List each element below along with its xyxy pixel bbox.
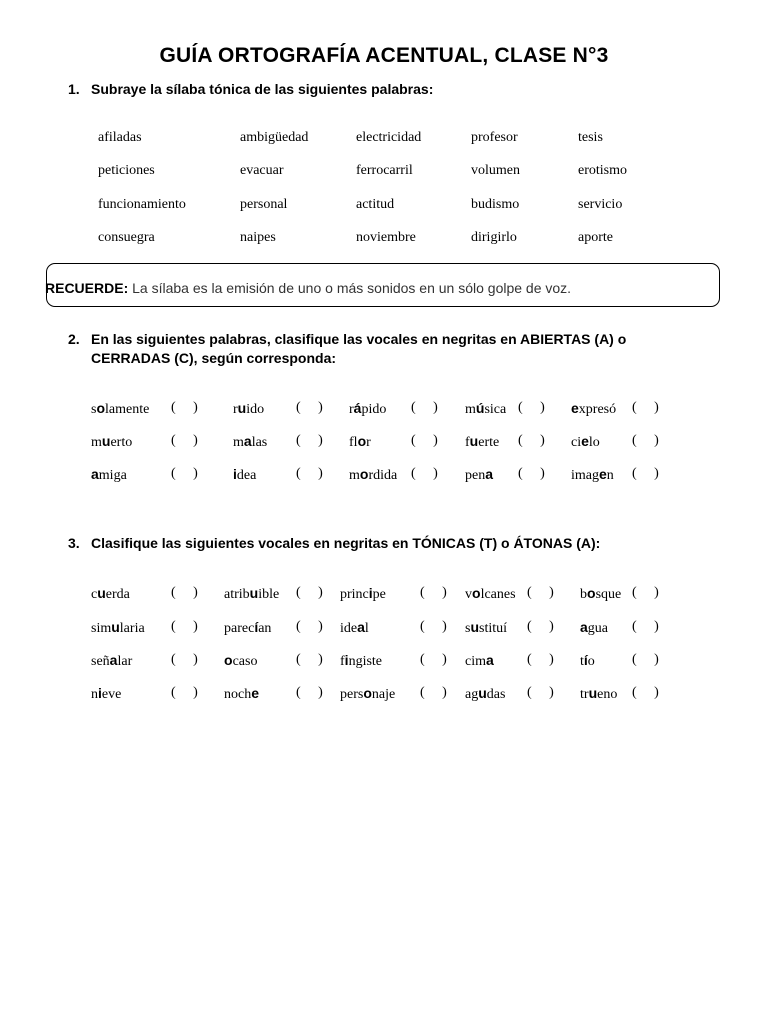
bold-vowel: u (237, 400, 247, 416)
section1-word: profesor (471, 130, 518, 145)
bold-vowel: a (580, 619, 588, 635)
bold-vowel: a (243, 433, 252, 449)
answer-blank: ( ) (296, 619, 323, 634)
word-fragment: ag (465, 687, 479, 702)
section2-word (349, 433, 371, 451)
bold-vowel: u (97, 585, 106, 601)
word-fragment: r (366, 435, 371, 450)
section2-word (349, 466, 397, 484)
recuerde-note (45, 280, 571, 296)
section2-word (571, 400, 616, 418)
word-fragment: t (580, 654, 584, 669)
section1-word: erotismo (578, 163, 627, 178)
section1-word: budismo (471, 197, 520, 212)
answer-blank: ( ) (171, 466, 198, 481)
section3-word (224, 585, 279, 603)
word-fragment: rdida (368, 468, 398, 483)
answer-blank: ( ) (527, 585, 554, 600)
answer-blank: ( ) (296, 466, 323, 481)
section1-word: ferrocarril (356, 163, 413, 178)
bold-vowel: a (485, 466, 494, 482)
bold-vowel: i (344, 652, 349, 668)
section1-word: ambigüedad (240, 130, 309, 145)
word-fragment: an (258, 621, 272, 636)
section3-word (340, 619, 369, 637)
word-fragment: lar (117, 654, 133, 669)
word-fragment: c (91, 587, 98, 602)
answer-blank: ( ) (632, 400, 659, 415)
word-fragment: m (91, 435, 102, 450)
section2-word (571, 466, 614, 484)
section1-word: tesis (578, 130, 603, 145)
section1-word: evacuar (240, 163, 284, 178)
answer-blank: ( ) (420, 619, 447, 634)
section3-word (91, 585, 130, 603)
answer-blank: ( ) (632, 652, 659, 667)
section1-word: noviembre (356, 230, 416, 245)
section3-word (340, 585, 386, 603)
word-fragment: erda (105, 587, 130, 602)
section3-word (224, 685, 259, 703)
word-fragment: lo (588, 435, 600, 450)
section3-word (465, 585, 516, 603)
word-fragment: sque (595, 587, 622, 602)
word-fragment: ci (571, 435, 582, 450)
section3-word (580, 585, 621, 603)
section3-word (580, 685, 617, 703)
word-fragment: stituí (479, 621, 508, 636)
section3-word (340, 685, 395, 703)
section1-word: consuegra (98, 230, 155, 245)
section1-word: peticiones (98, 163, 155, 178)
section1-instruction (68, 80, 728, 100)
section2-word (233, 466, 256, 484)
section1-word: electricidad (356, 130, 422, 145)
answer-blank: ( ) (420, 585, 447, 600)
word-fragment: n (91, 687, 98, 702)
word-fragment: s (465, 621, 471, 636)
bold-vowel: o (359, 466, 369, 482)
word-fragment: imag (571, 468, 599, 483)
word-fragment: erto (110, 435, 133, 450)
section2-word (91, 433, 132, 451)
word-fragment: pen (465, 468, 486, 483)
section1-word: funcionamiento (98, 197, 186, 212)
bold-vowel: o (96, 400, 106, 416)
section3-text: Clasifique las siguientes vocales en negritas en TÓNICAS (T) o ÁTONAS (A): (91, 535, 601, 551)
bold-vowel: i (233, 466, 237, 482)
word-fragment: laria (119, 621, 145, 636)
bold-vowel: a (486, 652, 494, 668)
section1-number: 1. (68, 81, 80, 97)
bold-vowel: ú (475, 400, 485, 416)
word-fragment: ngiste (348, 654, 383, 669)
bold-vowel: o (363, 685, 372, 701)
word-fragment: pers (340, 687, 364, 702)
bold-vowel: e (571, 400, 579, 416)
word-fragment: o (587, 654, 595, 669)
word-fragment: b (580, 587, 587, 602)
bold-vowel: u (249, 585, 259, 601)
section2-word (91, 400, 149, 418)
bold-vowel: e (581, 433, 589, 449)
answer-blank: ( ) (411, 433, 438, 448)
word-fragment: eno (597, 687, 618, 702)
word-fragment: fl (349, 435, 358, 450)
section1-word: personal (240, 197, 288, 212)
recuerde-text: La sílaba es la emisión de uno o más sonidos en un sólo golpe de voz. (132, 280, 572, 296)
section2-word (571, 433, 600, 451)
section3-word (340, 652, 382, 670)
answer-blank: ( ) (171, 652, 198, 667)
answer-blank: ( ) (296, 400, 323, 415)
word-fragment: sim (91, 621, 112, 636)
word-fragment: princ (340, 587, 369, 602)
bold-vowel: í (583, 652, 588, 668)
answer-blank: ( ) (632, 585, 659, 600)
answer-blank: ( ) (171, 433, 198, 448)
answer-blank: ( ) (632, 433, 659, 448)
page-title: GUÍA ORTOGRAFÍA ACENTUAL, CLASE N°3 (159, 44, 609, 67)
section3-word (91, 685, 121, 703)
recuerde-label: RECUERDE: (45, 280, 129, 296)
answer-blank: ( ) (296, 652, 323, 667)
answer-blank: ( ) (420, 652, 447, 667)
word-fragment: l (364, 621, 369, 636)
word-fragment: ible (258, 587, 280, 602)
answer-blank: ( ) (632, 466, 659, 481)
word-fragment: pe (372, 587, 386, 602)
word-fragment: erte (478, 435, 500, 450)
bold-vowel: a (109, 652, 118, 668)
bold-vowel: u (469, 433, 479, 449)
answer-blank: ( ) (518, 433, 545, 448)
section2-word (91, 466, 127, 484)
answer-blank: ( ) (171, 585, 198, 600)
bold-vowel: u (588, 685, 598, 701)
section3-word (91, 619, 145, 637)
word-fragment: tr (580, 687, 589, 702)
answer-blank: ( ) (527, 652, 554, 667)
word-fragment: lcanes (480, 587, 516, 602)
section3-word (465, 652, 494, 670)
section1-word: dirigirlo (471, 230, 517, 245)
bold-vowel: a (357, 619, 365, 635)
answer-blank: ( ) (632, 685, 659, 700)
word-fragment: v (465, 587, 472, 602)
bold-vowel: u (470, 619, 480, 635)
word-fragment: pido (361, 402, 387, 417)
answer-blank: ( ) (171, 400, 198, 415)
section1-text: Subraye la sílaba tónica de las siguientes palabras: (91, 81, 434, 97)
section2-word (465, 400, 506, 418)
bold-vowel: o (224, 652, 233, 668)
section3-word (580, 652, 595, 670)
section2-instruction (68, 330, 708, 370)
answer-blank: ( ) (296, 585, 323, 600)
section3-word (224, 619, 271, 637)
bold-vowel: e (251, 685, 260, 701)
section3-word (580, 619, 608, 637)
word-fragment: m (233, 435, 244, 450)
word-fragment: r (233, 402, 238, 417)
word-fragment: miga (98, 468, 127, 483)
answer-blank: ( ) (527, 685, 554, 700)
word-fragment: cim (465, 654, 486, 669)
word-fragment: f (465, 435, 470, 450)
word-fragment: atrib (224, 587, 250, 602)
word-fragment: n (606, 468, 614, 483)
word-fragment: r (349, 402, 354, 417)
bold-vowel: i (98, 685, 102, 701)
word-fragment: ide (340, 621, 358, 636)
answer-blank: ( ) (420, 685, 447, 700)
word-fragment: s (91, 402, 97, 417)
section2-number: 2. (68, 331, 80, 347)
answer-blank: ( ) (296, 685, 323, 700)
word-fragment: das (486, 687, 506, 702)
section1-word: actitud (356, 197, 395, 212)
answer-blank: ( ) (518, 400, 545, 415)
word-fragment: ido (246, 402, 265, 417)
answer-blank: ( ) (411, 400, 438, 415)
word-fragment: sica (484, 402, 507, 417)
answer-blank: ( ) (527, 619, 554, 634)
section2-word (349, 400, 386, 418)
bold-vowel: o (587, 585, 596, 601)
word-fragment: parec (224, 621, 255, 636)
section2-word (465, 433, 499, 451)
bold-vowel: a (91, 466, 99, 482)
section2-word (465, 466, 493, 484)
answer-blank: ( ) (171, 619, 198, 634)
section3-word (224, 652, 257, 670)
section3-word (91, 652, 132, 670)
section3-instruction (68, 534, 728, 554)
answer-blank: ( ) (518, 466, 545, 481)
section1-word: volumen (471, 163, 520, 178)
bold-vowel: i (368, 585, 373, 601)
answer-blank: ( ) (296, 433, 323, 448)
word-fragment: lamente (105, 402, 150, 417)
section3-number: 3. (68, 535, 80, 551)
word-fragment: noch (224, 687, 252, 702)
section2-word (233, 400, 264, 418)
word-fragment: caso (232, 654, 258, 669)
word-fragment: señ (91, 654, 110, 669)
bold-vowel: á (353, 400, 362, 416)
section1-word: naipes (240, 230, 276, 245)
word-fragment: dea (236, 468, 257, 483)
word-fragment: m (465, 402, 476, 417)
bold-vowel: u (478, 685, 487, 701)
bold-vowel: o (357, 433, 367, 449)
word-fragment: f (340, 654, 345, 669)
section1-word: servicio (578, 197, 623, 212)
section1-word: afiladas (98, 130, 142, 145)
word-fragment: las (251, 435, 268, 450)
bold-vowel: u (101, 433, 111, 449)
section2-text: En las siguientes palabras, clasifique las vocales en negritas en ABIERTAS (A) o CERRADAS (C), según corresponda: (91, 331, 627, 366)
word-fragment: m (349, 468, 360, 483)
section3-word (465, 619, 507, 637)
section3-word (465, 685, 505, 703)
answer-blank: ( ) (632, 619, 659, 634)
bold-vowel: í (254, 619, 259, 635)
answer-blank: ( ) (411, 466, 438, 481)
bold-vowel: o (472, 585, 481, 601)
section2-word (233, 433, 267, 451)
word-fragment: gua (587, 621, 609, 636)
section1-word: aporte (578, 230, 613, 245)
word-fragment: xpresó (578, 402, 617, 417)
answer-blank: ( ) (171, 685, 198, 700)
word-fragment: eve (101, 687, 122, 702)
word-fragment: naje (371, 687, 396, 702)
bold-vowel: e (599, 466, 607, 482)
bold-vowel: u (111, 619, 120, 635)
